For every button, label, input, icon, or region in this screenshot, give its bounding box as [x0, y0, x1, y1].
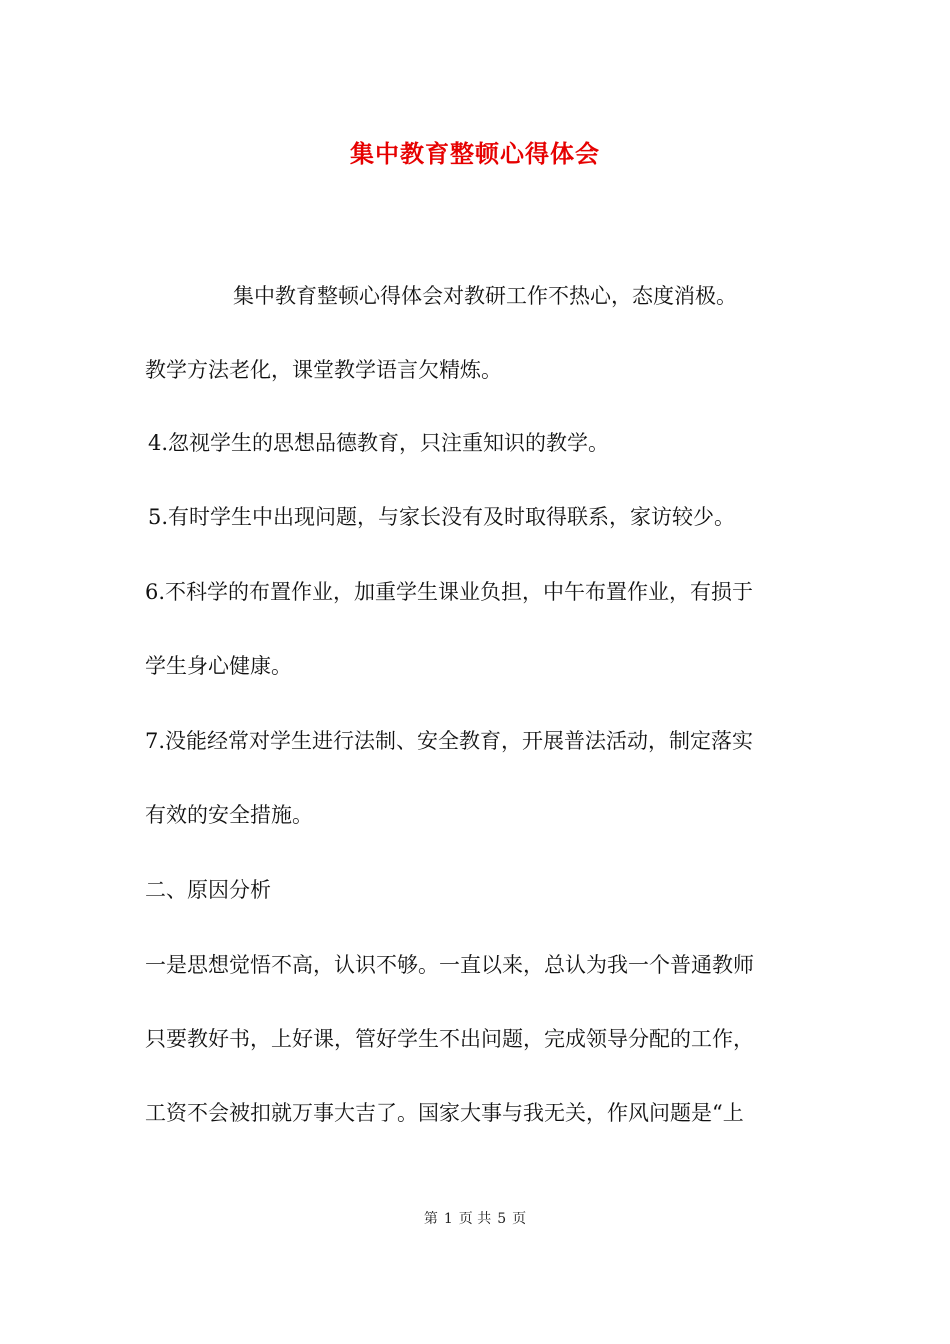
paragraph-line-8: 有效的安全措施。	[145, 803, 313, 827]
paragraph-line-10: 一是思想觉悟不高，认识不够。一直以来，总认为我一个普通教师	[145, 953, 754, 977]
paragraph-line-3: 4.忽视学生的思想品德教育，只注重知识的教学。	[148, 431, 610, 455]
paragraph-line-2: 教学方法老化，课堂教学语言欠精炼。	[145, 358, 502, 382]
paragraph-line-7: 7.没能经常对学生进行法制、安全教育，开展普法活动，制定落实	[145, 729, 754, 753]
paragraph-line-5: 6.不科学的布置作业，加重学生课业负担，中午布置作业，有损于	[145, 580, 754, 604]
paragraph-line-1: 集中教育整顿心得体会对教研工作不热心，态度消极。	[233, 284, 737, 308]
footer-middle: 页 共	[458, 1211, 492, 1227]
footer-current-page: 1	[443, 1211, 453, 1227]
paragraph-line-6: 学生身心健康。	[145, 654, 292, 678]
footer-prefix: 第	[423, 1211, 438, 1227]
paragraph-line-11: 只要教好书，上好课，管好学生不出问题，完成领导分配的工作，	[145, 1027, 754, 1051]
footer-suffix: 页	[512, 1211, 527, 1227]
page-footer	[0, 1209, 950, 1229]
section-heading: 二、原因分析	[145, 878, 271, 902]
document-title: 集中教育整顿心得体会	[350, 139, 600, 168]
paragraph-line-4: 5.有时学生中出现问题，与家长没有及时取得联系，家访较少。	[148, 505, 736, 529]
paragraph-line-12: 工资不会被扣就万事大吉了。国家大事与我无关，作风问题是“上	[145, 1101, 744, 1125]
footer-total-pages: 5	[497, 1211, 507, 1227]
